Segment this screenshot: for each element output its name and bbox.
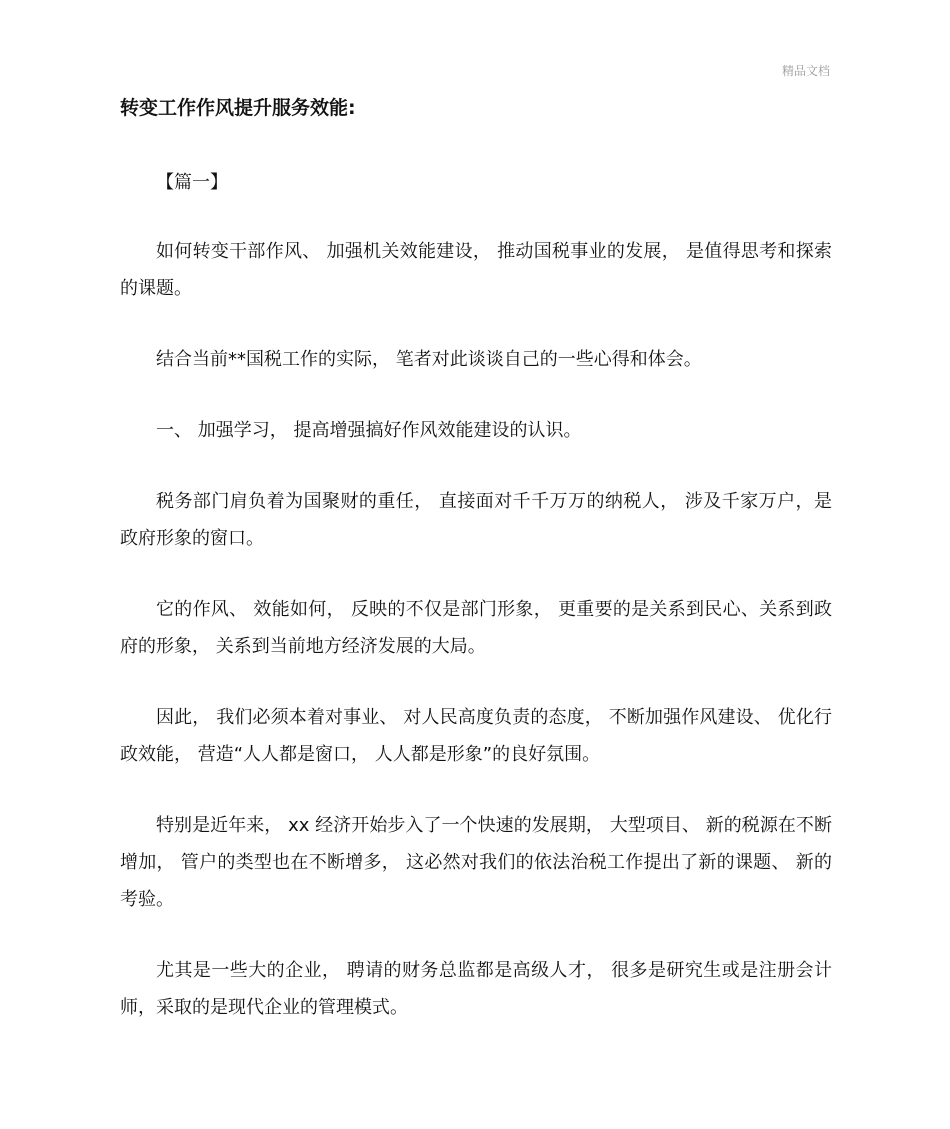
paragraph: 它的作风、 效能如何， 反映的不仅是部门形象， 更重要的是关系到民心、关系到政府的形象， 关系到当前地方经济发展的大局。 [120,599,832,657]
paragraph: 特别是近年来， xx 经济开始步入了一个快速的发展期， 大型项目、 新的税源在不断增加， 管户的类型也在不断增多， 这必然对我们的依法治税工作提出了新的课题、 新的考验。 [120,815,832,910]
watermark-text: 精品文档 [781,64,830,78]
paragraph: 尤其是一些大的企业， 聘请的财务总监都是高级人才， 很多是研究生或是注册会计师，采取的是现代企业的管理模式。 [120,960,832,1018]
paragraph: 因此， 我们必须本着对事业、 对人民高度负责的态度， 不断加强作风建设、 优化行政效能， 营造“人人都是窗口， 人人都是形象”的良好氛围。 [120,707,832,765]
section-heading-paragraph: 一、 加强学习， 提高增强搞好作风效能建设的认识。 [156,420,582,441]
paragraph: 税务部门肩负着为国聚财的重任， 直接面对千千万万的纳税人， 涉及千家万户，是政府形象的窗口。 [120,491,832,549]
paragraph: 如何转变干部作风、 加强机关效能建设， 推动国税事业的发展， 是值得思考和探索的课题。 [120,241,832,299]
paragraph: 结合当前**国税工作的实际， 笔者对此谈谈自己的一些心得和体会。 [156,349,702,370]
section-label: 【篇一】 [156,172,228,193]
document-title: 转变工作作风提升服务效能: [120,97,356,119]
